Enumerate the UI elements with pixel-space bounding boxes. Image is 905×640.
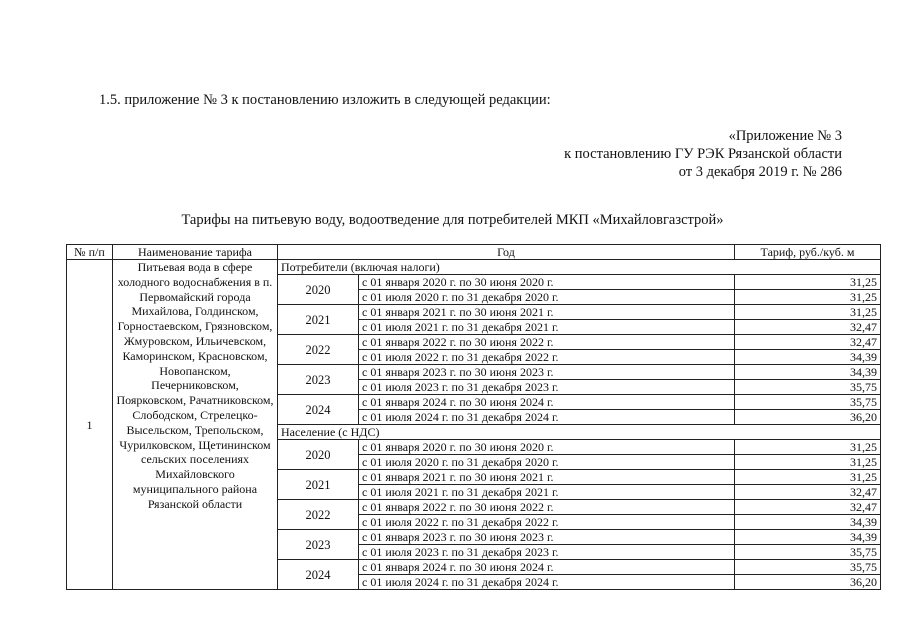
period-cell: с 01 июля 2024 г. по 31 декабря 2024 г. [359, 575, 735, 590]
tariff-value-cell: 36,20 [735, 410, 881, 425]
period-cell: с 01 июля 2022 г. по 31 декабря 2022 г. [359, 515, 735, 530]
period-cell: с 01 января 2023 г. по 30 июня 2023 г. [359, 530, 735, 545]
tariff-table [66, 244, 881, 590]
year-cell: 2021 [278, 470, 359, 500]
period-cell: с 01 июля 2021 г. по 31 декабря 2021 г. [359, 320, 735, 335]
period-cell: с 01 января 2022 г. по 30 июня 2022 г. [359, 500, 735, 515]
year-cell: 2021 [278, 305, 359, 335]
tariff-value-cell: 34,39 [735, 530, 881, 545]
tariff-value-cell: 31,25 [735, 455, 881, 470]
tariff-value-cell: 32,47 [735, 320, 881, 335]
period-cell: с 01 июля 2024 г. по 31 декабря 2024 г. [359, 410, 735, 425]
tariff-value-cell: 32,47 [735, 335, 881, 350]
tariff-value-cell: 31,25 [735, 470, 881, 485]
period-cell: с 01 января 2024 г. по 30 июня 2024 г. [359, 560, 735, 575]
year-cell: 2020 [278, 275, 359, 305]
header-name: Наименование тарифа [113, 245, 278, 260]
year-cell: 2023 [278, 365, 359, 395]
tariff-value-cell: 31,25 [735, 290, 881, 305]
tariff-value-cell: 32,47 [735, 485, 881, 500]
period-cell: с 01 января 2020 г. по 30 июня 2020 г. [359, 275, 735, 290]
year-cell: 2022 [278, 335, 359, 365]
period-cell: с 01 июля 2023 г. по 31 декабря 2023 г. [359, 545, 735, 560]
document-title: Тарифы на питьевую воду, водоотведение для потребителей МКП «Михайловгазстрой» [181, 212, 724, 228]
appendix-line-1: «Приложение № 3 [728, 128, 842, 144]
tariff-value-cell: 34,39 [735, 350, 881, 365]
tariff-value-cell: 36,20 [735, 575, 881, 590]
intro-paragraph: 1.5. приложение № 3 к постановлению изложить в следующей редакции: [99, 92, 551, 108]
tariff-value-cell: 31,25 [735, 275, 881, 290]
group-row [67, 260, 881, 275]
table-header-row [67, 245, 881, 260]
tariff-value-cell: 34,39 [735, 365, 881, 380]
tariff-value-cell: 34,39 [735, 515, 881, 530]
tariff-value-cell: 31,25 [735, 440, 881, 455]
header-year: Год [278, 245, 735, 260]
period-cell: с 01 января 2022 г. по 30 июня 2022 г. [359, 335, 735, 350]
tariff-value-cell: 31,25 [735, 305, 881, 320]
period-cell: с 01 июля 2020 г. по 31 декабря 2020 г. [359, 455, 735, 470]
header-tariff: Тариф, руб./куб. м [735, 245, 881, 260]
period-cell: с 01 июля 2021 г. по 31 декабря 2021 г. [359, 485, 735, 500]
period-cell: с 01 июля 2020 г. по 31 декабря 2020 г. [359, 290, 735, 305]
tariff-value-cell: 35,75 [735, 560, 881, 575]
period-cell: с 01 июля 2023 г. по 31 декабря 2023 г. [359, 380, 735, 395]
year-cell: 2020 [278, 440, 359, 470]
period-cell: с 01 июля 2022 г. по 31 декабря 2022 г. [359, 350, 735, 365]
header-num: № п/п [67, 245, 113, 260]
year-cell: 2024 [278, 395, 359, 425]
year-cell: 2024 [278, 560, 359, 590]
tariff-value-cell: 35,75 [735, 395, 881, 410]
period-cell: с 01 января 2023 г. по 30 июня 2023 г. [359, 365, 735, 380]
period-cell: с 01 января 2020 г. по 30 июня 2020 г. [359, 440, 735, 455]
year-cell: 2022 [278, 500, 359, 530]
tariff-name: Питьевая вода в сфере холодного водоснабжения в п. Первомайский города Михайлова, Голдинском, Горностаевском, Грязновском, Жмуровском, Ильичевском, Каморинском, Красновском, Новопанском, Печерниковском, Поярковском, Рачатниковском, Слободском, Стрелецко-Высельском, Трепольском, Чурилковском, Щетининском сельских поселениях Михайловского муниципального района Рязанской области [113, 260, 278, 590]
period-cell: с 01 января 2021 г. по 30 июня 2021 г. [359, 470, 735, 485]
row-number: 1 [67, 260, 113, 590]
tariff-value-cell: 32,47 [735, 500, 881, 515]
appendix-line-3: от 3 декабря 2019 г. № 286 [678, 164, 842, 180]
appendix-reference [564, 127, 842, 181]
period-cell: с 01 января 2021 г. по 30 июня 2021 г. [359, 305, 735, 320]
tariff-value-cell: 35,75 [735, 380, 881, 395]
period-cell: с 01 января 2024 г. по 30 июня 2024 г. [359, 395, 735, 410]
group-label: Потребители (включая налоги) [278, 260, 881, 275]
tariff-table-body [67, 260, 881, 590]
tariff-value-cell: 35,75 [735, 545, 881, 560]
year-cell: 2023 [278, 530, 359, 560]
appendix-line-2: к постановлению ГУ РЭК Рязанской области [564, 146, 842, 162]
group-label: Население (с НДС) [278, 425, 881, 440]
